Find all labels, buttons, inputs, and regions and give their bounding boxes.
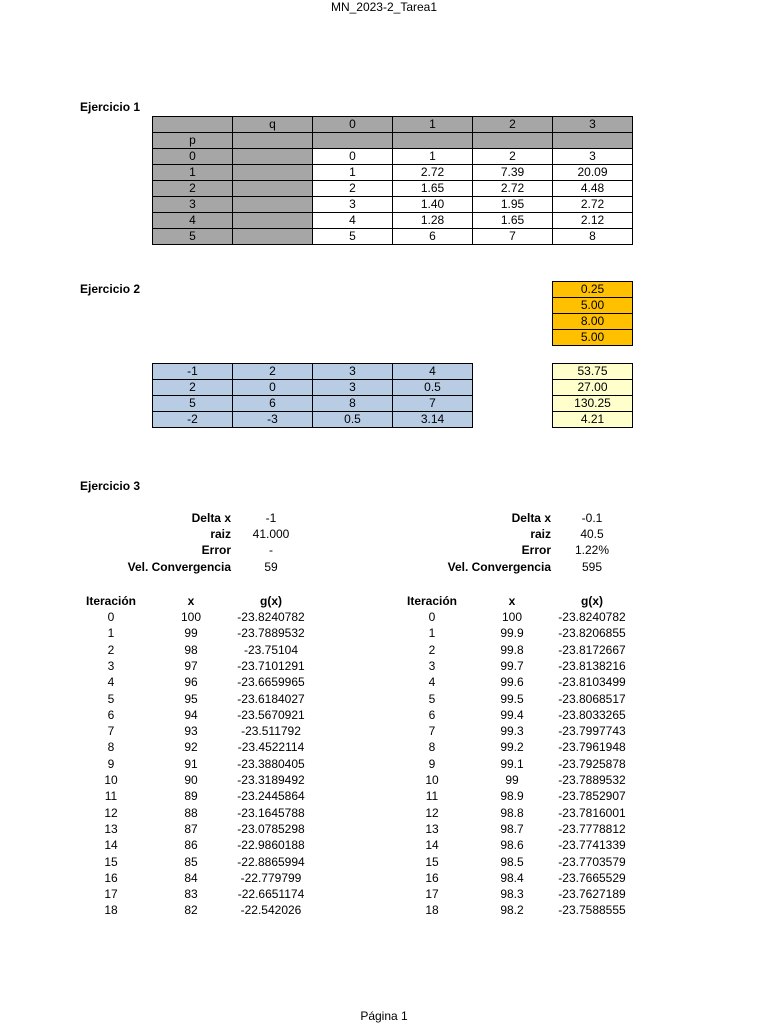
ej1-empty-cell bbox=[393, 133, 473, 149]
ej1-cell: 4 bbox=[313, 213, 393, 229]
table-cell: 12 bbox=[425, 805, 439, 820]
ej1-cell: 2.72 bbox=[393, 165, 473, 181]
ej1-empty-cell bbox=[473, 133, 553, 149]
ej1-cell: 1 bbox=[153, 165, 233, 181]
param-value: 41.000 bbox=[252, 527, 290, 542]
table-cell: 4 bbox=[107, 675, 115, 690]
table-cell: 11 bbox=[425, 789, 439, 804]
table-cell: -23.8068517 bbox=[558, 691, 626, 706]
ej1-cell: 2 bbox=[313, 181, 393, 197]
ej1-header-cell: 2 bbox=[473, 117, 553, 133]
ej2-result-cell: 27.00 bbox=[553, 380, 633, 396]
ej1-cell: 1.28 bbox=[393, 213, 473, 229]
table-cell: 4 bbox=[428, 675, 436, 690]
param-value: 40.5 bbox=[580, 527, 604, 542]
column-header: g(x) bbox=[260, 594, 282, 608]
ej1-cell: 6 bbox=[393, 229, 473, 245]
ej2-result-cell: 130.25 bbox=[553, 396, 633, 412]
table-cell: 9 bbox=[428, 756, 436, 771]
ej2-vector-cell: 5.00 bbox=[553, 330, 633, 346]
table-cell: -23.7997743 bbox=[558, 724, 626, 739]
ej1-cell bbox=[233, 213, 313, 229]
table-cell: 88 bbox=[184, 805, 198, 820]
table-cell: -23.8138216 bbox=[558, 658, 626, 673]
ej1-cell bbox=[233, 149, 313, 165]
column-header: Iteración bbox=[85, 594, 136, 608]
table-cell: 87 bbox=[184, 821, 198, 836]
table-cell: 89 bbox=[184, 789, 198, 804]
ej2-result-cell: 4.21 bbox=[553, 412, 633, 428]
param-value: -1 bbox=[265, 511, 277, 525]
ejercicio-3-label: Ejercicio 3 bbox=[80, 479, 141, 493]
ej1-p-label: p bbox=[153, 133, 233, 149]
ej1-cell: 3 bbox=[313, 197, 393, 213]
table-cell: 3 bbox=[107, 658, 115, 673]
table-cell: 90 bbox=[184, 773, 198, 787]
ej1-empty-cell bbox=[233, 133, 313, 149]
ej1-cell: 7 bbox=[473, 229, 553, 245]
param-label: Error bbox=[521, 543, 551, 558]
ej1-cell: 0 bbox=[313, 149, 393, 165]
ej1-header-cell: 0 bbox=[313, 117, 393, 133]
table-cell: 1 bbox=[428, 626, 436, 641]
ej2-matrix-cell: -1 bbox=[153, 364, 233, 380]
table-cell: 99.3 bbox=[500, 724, 524, 739]
ej2-result bbox=[552, 363, 633, 428]
table-cell: -23.2445864 bbox=[237, 789, 305, 804]
table-cell: 93 bbox=[184, 724, 198, 739]
table-cell: 84 bbox=[184, 870, 198, 885]
table-cell: 98 bbox=[184, 642, 198, 657]
table-cell: 10 bbox=[425, 773, 439, 787]
ej1-cell: 4 bbox=[153, 213, 233, 229]
table-cell: 96 bbox=[184, 675, 198, 690]
table-cell: -23.7741339 bbox=[558, 838, 626, 853]
ej2-matrix-cell: 4 bbox=[393, 364, 473, 380]
table-row bbox=[153, 181, 633, 197]
table-cell: 0 bbox=[428, 610, 436, 624]
ejercicio-1-label: Ejercicio 1 bbox=[80, 100, 141, 114]
table-cell: -23.7889532 bbox=[558, 773, 626, 787]
ej2-result-cell: 53.75 bbox=[553, 364, 633, 380]
param-value: 595 bbox=[581, 559, 603, 574]
table-cell: -22.542026 bbox=[240, 903, 302, 918]
table-cell: 99.7 bbox=[500, 658, 524, 673]
ej2-matrix-cell: 0 bbox=[233, 380, 313, 396]
ej1-cell: 0 bbox=[153, 149, 233, 165]
table-cell: 8 bbox=[107, 740, 115, 755]
page-footer: Página 1 bbox=[360, 1009, 408, 1023]
table-row bbox=[153, 149, 633, 165]
table-row bbox=[153, 229, 633, 245]
ej1-cell: 2.72 bbox=[473, 181, 553, 197]
table-cell: 15 bbox=[425, 854, 439, 869]
ej1-cell: 1 bbox=[313, 165, 393, 181]
table-cell: 3 bbox=[428, 658, 436, 673]
table-cell: 98.9 bbox=[500, 789, 524, 804]
param-value: -0.1 bbox=[581, 511, 603, 525]
table-cell: -23.7588555 bbox=[558, 903, 626, 918]
table-cell: -23.4522114 bbox=[237, 740, 305, 755]
ej2-matrix-cell: -3 bbox=[233, 412, 313, 428]
table-cell: 98.5 bbox=[500, 854, 524, 869]
table-cell: -23.8240782 bbox=[558, 610, 626, 624]
table-cell: 99.1 bbox=[500, 756, 524, 771]
table-cell: 95 bbox=[184, 691, 198, 706]
ej2-vector-cell: 8.00 bbox=[553, 314, 633, 330]
ej1-cell: 3 bbox=[553, 149, 633, 165]
table-cell: 14 bbox=[425, 838, 439, 853]
table-cell: 98.4 bbox=[500, 870, 524, 885]
ej2-matrix-cell: -2 bbox=[153, 412, 233, 428]
param-value: 1.22% bbox=[574, 543, 610, 558]
param-label: Vel. Convergencia bbox=[447, 559, 551, 574]
param-label: raiz bbox=[210, 527, 231, 542]
table-cell: -23.3189492 bbox=[237, 773, 305, 787]
table-cell: 8 bbox=[428, 740, 436, 755]
ej2-vector-cell: 0.25 bbox=[553, 282, 633, 298]
table-cell: 94 bbox=[184, 707, 198, 722]
ej1-header-cell: 3 bbox=[553, 117, 633, 133]
table-cell: 92 bbox=[184, 740, 198, 755]
param-value: - bbox=[269, 543, 273, 558]
ej1-cell: 1.40 bbox=[393, 197, 473, 213]
table-cell: 14 bbox=[104, 838, 118, 853]
ej2-matrix-cell: 0.5 bbox=[313, 412, 393, 428]
ej2-vector bbox=[552, 281, 633, 346]
table-cell: 13 bbox=[425, 821, 439, 836]
table-cell: 2 bbox=[107, 642, 115, 657]
table-cell: 11 bbox=[104, 789, 118, 804]
table-cell: 6 bbox=[428, 707, 436, 722]
table-cell: -22.779799 bbox=[240, 870, 302, 885]
table-row bbox=[153, 396, 473, 412]
table-cell: -23.8240782 bbox=[237, 610, 305, 624]
table-cell: 98.2 bbox=[500, 903, 524, 918]
ej1-cell bbox=[233, 165, 313, 181]
ejercicio-2-label: Ejercicio 2 bbox=[80, 282, 141, 296]
ej1-cell: 1.95 bbox=[473, 197, 553, 213]
table-cell: -23.7816001 bbox=[558, 805, 626, 820]
ej2-matrix-cell: 7 bbox=[393, 396, 473, 412]
table-row bbox=[153, 412, 473, 428]
ej2-matrix-cell: 3 bbox=[313, 380, 393, 396]
table-cell: 99.2 bbox=[500, 740, 524, 755]
table-cell: -23.8172667 bbox=[558, 642, 626, 657]
param-label: Error bbox=[201, 543, 231, 558]
table-cell: -23.511792 bbox=[241, 724, 301, 739]
column-header: x bbox=[187, 594, 195, 608]
ej1-cell: 4.48 bbox=[553, 181, 633, 197]
param-label: Delta x bbox=[191, 511, 231, 525]
ej1-cell: 5 bbox=[313, 229, 393, 245]
ej1-cell: 8 bbox=[553, 229, 633, 245]
param-label: Vel. Convergencia bbox=[127, 559, 231, 574]
table-cell: 83 bbox=[184, 887, 198, 902]
table-cell: -23.0785298 bbox=[237, 821, 305, 836]
ej1-table bbox=[152, 116, 633, 245]
ej2-matrix-cell: 3 bbox=[313, 364, 393, 380]
table-cell: 13 bbox=[104, 821, 118, 836]
ej2-matrix-cell: 5 bbox=[153, 396, 233, 412]
table-cell: 99 bbox=[505, 773, 519, 787]
table-row bbox=[153, 364, 473, 380]
ej2-matrix-cell: 6 bbox=[233, 396, 313, 412]
ej1-cell: 2.72 bbox=[553, 197, 633, 213]
ej1-header-cell: 1 bbox=[393, 117, 473, 133]
table-cell: 1 bbox=[107, 626, 115, 641]
table-cell: 10 bbox=[104, 773, 118, 787]
ej2-vector-cell: 5.00 bbox=[553, 298, 633, 314]
column-header: g(x) bbox=[581, 594, 603, 608]
table-cell: -23.3880405 bbox=[237, 756, 305, 771]
table-cell: 99 bbox=[184, 626, 198, 641]
table-cell: -23.8103499 bbox=[558, 675, 626, 690]
table-cell: 7 bbox=[107, 724, 115, 739]
ej1-cell: 20.09 bbox=[553, 165, 633, 181]
table-cell: 5 bbox=[107, 691, 115, 706]
table-cell: -23.7852907 bbox=[558, 789, 626, 804]
table-cell: 18 bbox=[104, 903, 118, 918]
table-cell: -23.7961948 bbox=[558, 740, 626, 755]
table-cell: 12 bbox=[104, 805, 118, 820]
ej1-cell: 2 bbox=[153, 181, 233, 197]
ej1-cell: 2.12 bbox=[553, 213, 633, 229]
ej1-cell: 1 bbox=[393, 149, 473, 165]
ej2-matrix-cell: 2 bbox=[233, 364, 313, 380]
table-cell: 16 bbox=[425, 870, 439, 885]
table-cell: 98.3 bbox=[500, 887, 524, 902]
table-cell: 99.6 bbox=[500, 675, 524, 690]
table-cell: -23.1645788 bbox=[237, 805, 305, 820]
ej2-matrix-cell: 3.14 bbox=[393, 412, 473, 428]
table-cell: -23.7889532 bbox=[237, 626, 305, 641]
table-cell: -22.8865994 bbox=[237, 854, 305, 869]
table-cell: 0 bbox=[107, 610, 115, 624]
table-cell: -22.9860188 bbox=[237, 838, 305, 853]
ej1-header-cell bbox=[153, 117, 233, 133]
table-cell: 86 bbox=[184, 838, 198, 853]
table-row bbox=[153, 165, 633, 181]
ej1-cell bbox=[233, 181, 313, 197]
table-row bbox=[153, 213, 633, 229]
table-cell: 99.5 bbox=[500, 691, 524, 706]
ej1-cell: 3 bbox=[153, 197, 233, 213]
column-header: Iteración bbox=[406, 594, 457, 608]
ej2-matrix bbox=[152, 363, 473, 428]
ej1-cell bbox=[233, 197, 313, 213]
ej1-empty-cell bbox=[553, 133, 633, 149]
ej1-cell: 1.65 bbox=[393, 181, 473, 197]
table-cell: -23.7627189 bbox=[558, 887, 626, 902]
table-cell: 17 bbox=[104, 887, 118, 902]
table-row bbox=[153, 380, 473, 396]
page-title: MN_2023-2_Tarea1 bbox=[330, 0, 438, 14]
table-cell: 99.9 bbox=[500, 626, 524, 641]
ej1-header-cell: q bbox=[233, 117, 313, 133]
ej1-empty-cell bbox=[313, 133, 393, 149]
table-cell: -23.6184027 bbox=[237, 691, 305, 706]
table-cell: 6 bbox=[107, 707, 115, 722]
table-cell: -23.8033265 bbox=[558, 707, 626, 722]
table-cell: 98.6 bbox=[500, 838, 524, 853]
table-cell: 100 bbox=[180, 610, 202, 624]
table-cell: 2 bbox=[428, 642, 436, 657]
table-cell: -23.7101291 bbox=[237, 658, 305, 673]
table-cell: -23.5670921 bbox=[237, 707, 305, 722]
table-cell: -23.7703579 bbox=[558, 854, 626, 869]
table-cell: -23.7778812 bbox=[558, 821, 626, 836]
ej2-matrix-cell: 2 bbox=[153, 380, 233, 396]
table-cell: 85 bbox=[184, 854, 198, 869]
ej1-cell: 2 bbox=[473, 149, 553, 165]
table-cell: 91 bbox=[184, 756, 198, 771]
table-cell: 9 bbox=[107, 756, 115, 771]
table-cell: -22.6651174 bbox=[237, 887, 305, 902]
table-cell: 98.7 bbox=[500, 821, 524, 836]
ej2-matrix-cell: 0.5 bbox=[393, 380, 473, 396]
ej1-p-row bbox=[153, 133, 633, 149]
table-cell: 97 bbox=[184, 658, 198, 673]
table-cell: 82 bbox=[184, 903, 198, 918]
table-cell: 18 bbox=[425, 903, 439, 918]
table-cell: 17 bbox=[425, 887, 439, 902]
column-header: x bbox=[508, 594, 516, 608]
table-cell: 100 bbox=[501, 610, 523, 624]
param-label: Delta x bbox=[511, 511, 551, 525]
table-cell: 98.8 bbox=[500, 805, 524, 820]
ej2-matrix-cell: 8 bbox=[313, 396, 393, 412]
table-cell: -23.6659965 bbox=[237, 675, 305, 690]
table-cell: -23.75104 bbox=[243, 642, 299, 657]
ej1-cell: 5 bbox=[153, 229, 233, 245]
ej1-cell bbox=[233, 229, 313, 245]
ej1-header-row bbox=[153, 117, 633, 133]
table-cell: 15 bbox=[104, 854, 118, 869]
param-value: 59 bbox=[264, 559, 278, 574]
table-cell: -23.7665529 bbox=[558, 870, 626, 885]
table-cell: 16 bbox=[104, 870, 118, 885]
table-row bbox=[153, 197, 633, 213]
ej1-cell: 1.65 bbox=[473, 213, 553, 229]
table-cell: 99.4 bbox=[500, 707, 524, 722]
param-label: raiz bbox=[530, 527, 551, 542]
table-cell: -23.7925878 bbox=[558, 756, 626, 771]
table-cell: 99.8 bbox=[500, 642, 524, 657]
table-cell: 7 bbox=[428, 724, 436, 739]
table-cell: 5 bbox=[428, 691, 436, 706]
ej1-cell: 7.39 bbox=[473, 165, 553, 181]
table-cell: -23.8206855 bbox=[558, 626, 626, 641]
